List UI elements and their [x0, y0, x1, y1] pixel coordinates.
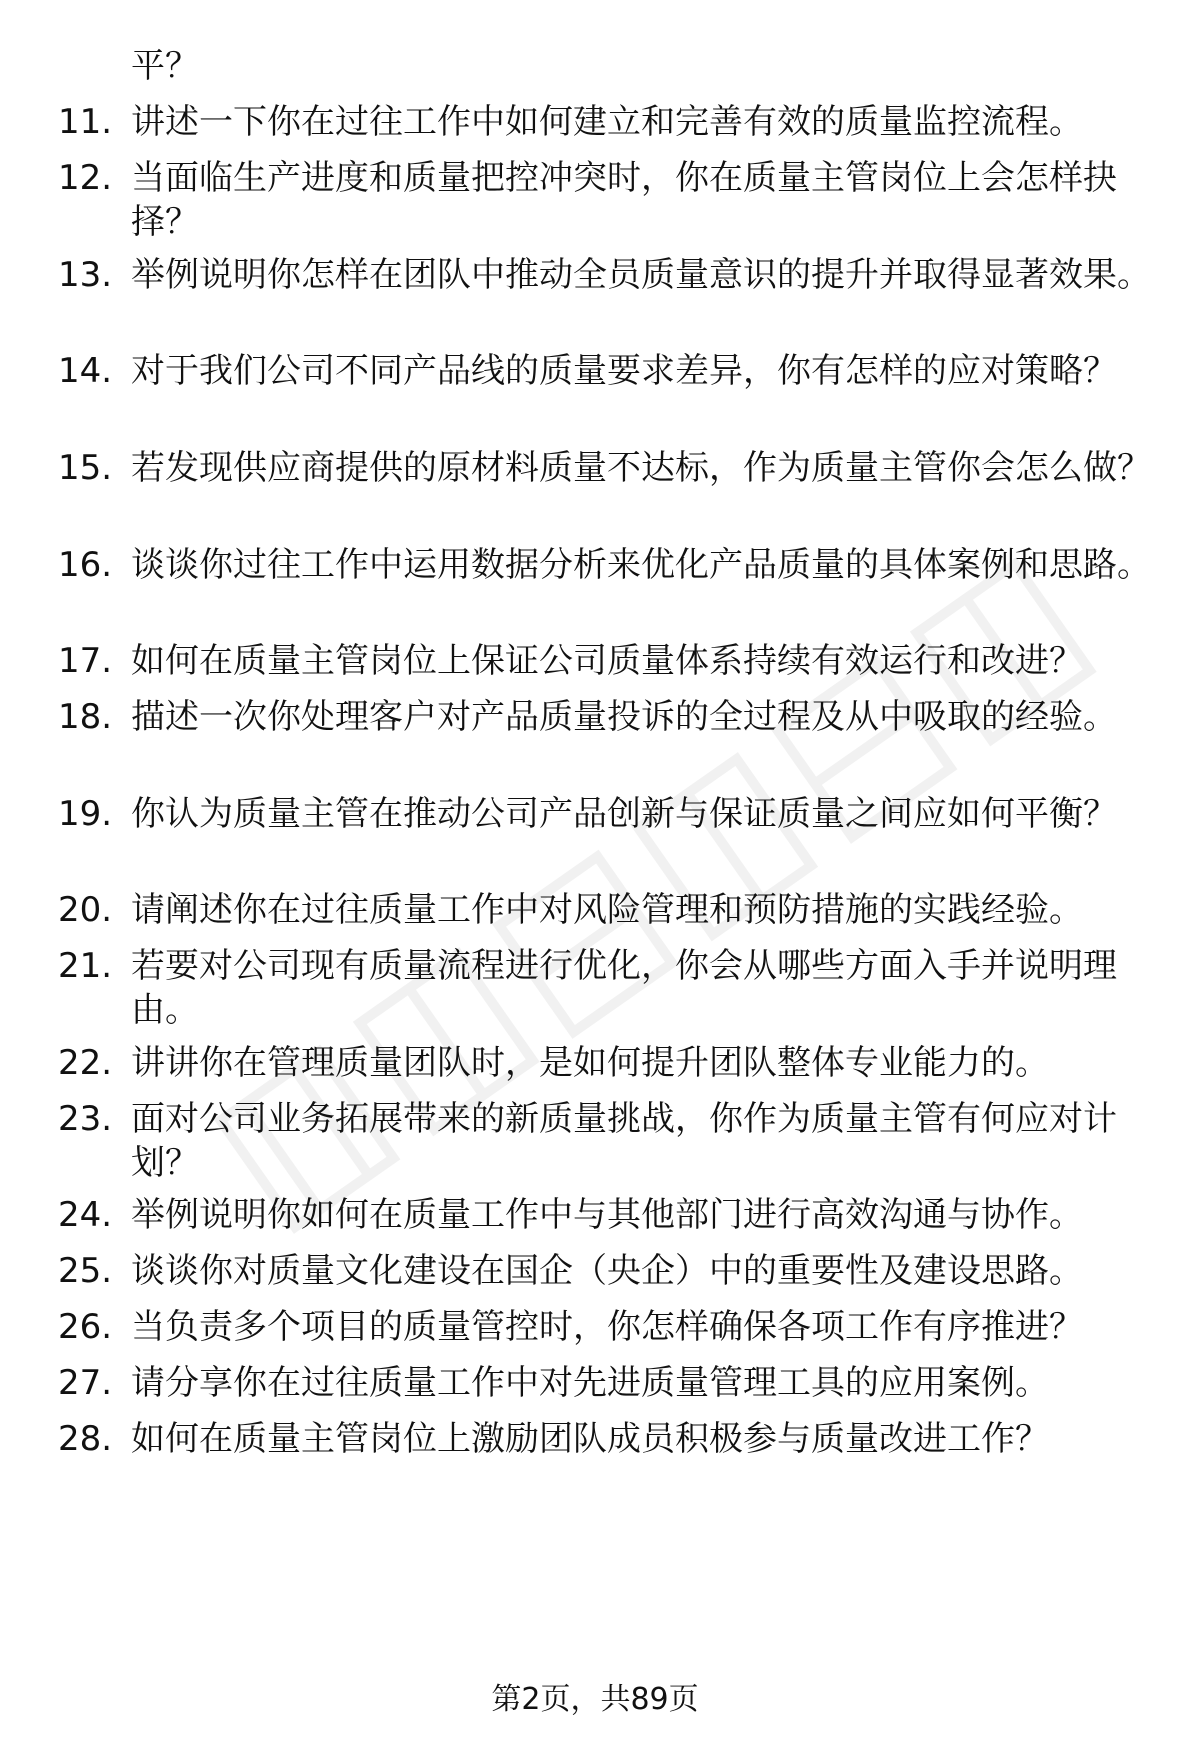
question-text: 请阐述你在过往质量工作中对风险管理和预防措施的实践经验。	[131, 890, 1083, 930]
question-number: 13.	[58, 255, 113, 295]
question-text: 若发现供应商提供的原材料质量不达标，作为质量主管你会怎么做？	[131, 448, 1151, 488]
question-number: 21.	[58, 946, 113, 986]
question-number: 12.	[58, 158, 113, 198]
question-text: 讲讲你在管理质量团队时，是如何提升团队整体专业能力的。	[131, 1043, 1049, 1083]
question-number: 28.	[58, 1419, 113, 1459]
question-number: 26.	[58, 1307, 113, 1347]
question-text: 若要对公司现有质量流程进行优化，你会从哪些方面入手并说明理由。	[131, 946, 1117, 1030]
question-text: 对于我们公司不同产品线的质量要求差异，你有怎样的应对策略？	[131, 351, 1117, 391]
question-text: 请分享你在过往质量工作中对先进质量管理工具的应用案例。	[131, 1363, 1049, 1403]
question-number: 16.	[58, 545, 113, 585]
question-number: 23.	[58, 1099, 113, 1139]
continued-question-text: 平？	[131, 46, 199, 86]
question-number: 20.	[58, 890, 113, 930]
question-number: 11.	[58, 102, 113, 142]
question-text: 当面临生产进度和质量把控冲突时，你在质量主管岗位上会怎样抉择？	[131, 158, 1117, 242]
question-number: 17.	[58, 641, 113, 681]
question-text: 如何在质量主管岗位上激励团队成员积极参与质量改进工作？	[131, 1419, 1049, 1459]
question-number: 18.	[58, 697, 113, 737]
question-number: 27.	[58, 1363, 113, 1403]
question-text: 面对公司业务拓展带来的新质量挑战，你作为质量主管有何应对计划？	[131, 1099, 1117, 1183]
question-number: 22.	[58, 1043, 113, 1083]
question-number: 15.	[58, 448, 113, 488]
question-number: 24.	[58, 1195, 113, 1235]
page-footer: 第2页，共89页	[491, 1682, 699, 1717]
question-number: 14.	[58, 351, 113, 391]
question-number: 19.	[58, 794, 113, 834]
question-text: 谈谈你对质量文化建设在国企（央企）中的重要性及建设思路。	[131, 1251, 1083, 1291]
question-text: 举例说明你怎样在团队中推动全员质量意识的提升并取得显著效果。	[131, 255, 1151, 295]
question-text: 讲述一下你在过往工作中如何建立和完善有效的质量监控流程。	[131, 102, 1083, 142]
question-text: 谈谈你过往工作中运用数据分析来优化产品质量的具体案例和思路。	[131, 545, 1151, 585]
question-text: 你认为质量主管在推动公司产品创新与保证质量之间应如何平衡？	[131, 794, 1117, 834]
question-number: 25.	[58, 1251, 113, 1291]
question-text: 当负责多个项目的质量管控时，你怎样确保各项工作有序推进？	[131, 1307, 1083, 1347]
question-text: 举例说明你如何在质量工作中与其他部门进行高效沟通与协作。	[131, 1195, 1083, 1235]
question-text: 描述一次你处理客户对产品质量投诉的全过程及从中吸取的经验。	[131, 697, 1117, 737]
question-text: 如何在质量主管岗位上保证公司质量体系持续有效运行和改进？	[131, 641, 1083, 681]
